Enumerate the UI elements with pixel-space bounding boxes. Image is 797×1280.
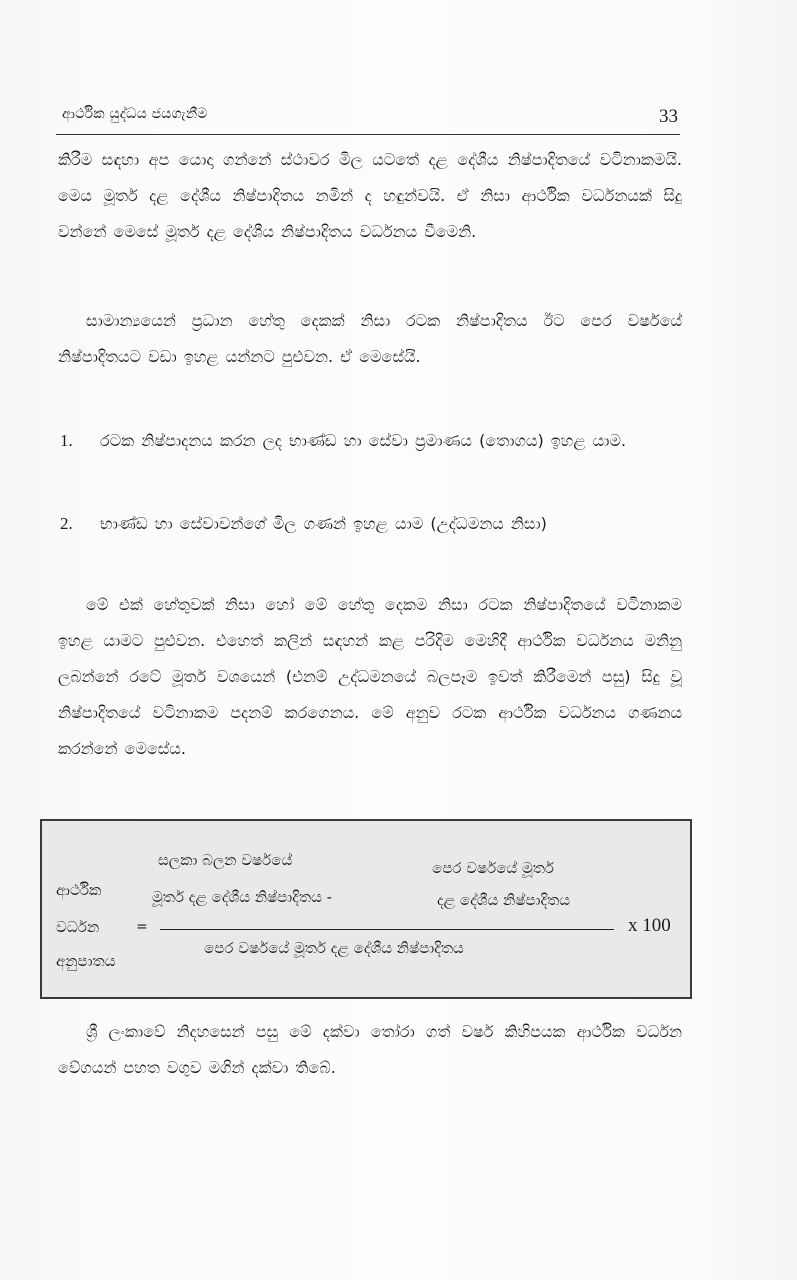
- numerator-current-year-line: සලකා බලන වර්ෂයේ: [158, 851, 293, 869]
- formula-lhs-line: අනුපාතය: [56, 952, 116, 970]
- paragraph-4: ශ්‍රී ලංකාවේ නිදහසෙන් පසු මේ දක්වා තෝරා ගත් වර්ෂ කිහිපයක ආර්ථික වර්ධන වේගයන් පහත වගුව මගින් දක්වා තිබේ.: [58, 1022, 682, 1077]
- list-item-number: 2.: [60, 514, 73, 533]
- paragraph-1: කිරීම සඳහා අප යොදා ගන්නේ ස්ථාවර මිල යටතේ දළ දේශීය නිෂ්පාදිතයේ වටිනාකමයි. මෙය මූර්ත දළ දේශීය නිෂ්පාදිතය නමින් ද හඳුන්වයි. ඒ නිසා ආර්ථික වර්ධනයක් සිදු වන්නේ මෙසේ මූර්ත දළ දේශීය නිෂ්පාදිතය වර්ධනය වීමෙනි.: [58, 150, 682, 241]
- page-header: [56, 104, 680, 135]
- formula-lhs-line: වර්ධන: [56, 918, 100, 936]
- list-item-text: රටක නිෂ්පාදනය කරන ලද භාණ්ඩ හා සේවා ප්‍රමාණය (තොගය) ඉහළ යාම.: [100, 431, 627, 450]
- page-number: 33: [659, 106, 678, 127]
- list-item-number: 1.: [60, 431, 73, 450]
- formula-equals-sign: =: [136, 919, 148, 935]
- formula-lhs-line: ආර්ථික: [56, 881, 102, 899]
- fraction-bar: [160, 929, 614, 930]
- formula-multiplier: x 100: [628, 915, 671, 936]
- running-head: ආර්ථික යුද්ධය ජයගැනීම: [62, 106, 208, 122]
- paragraph-3: මේ එක් හේතුවක් නිසා හෝ මේ හේතු දෙකම නිසා රටක නිෂ්පාදිතයේ වටිනාකම ඉහළ යාමට පුළුවන. එහෙත් කලින් සඳහන් කළ පරිදිම මෙහිදී ආර්ථික වර්ධනය මනිනු ලබන්නේ රටේ මූර්ත වශයෙන් (එනම් උද්ධමනයේ බලපෑම ඉවත් කිරීමෙන් පසු) සිදු වූ නිෂ්පාදිතයේ වටිනාකම පදනම් කරගෙනය. මේ අනුව රටක ආර්ථික වර්ධනය ගණනය කරන්නේ මෙසේය.: [58, 595, 682, 758]
- paragraph-2: සාමාන්‍යයෙන් ප්‍රධාන හේතු දෙකක් නිසා රටක නිෂ්පාදිතය ඊට පෙර වර්ෂයේ නිෂ්පාදිතයට වඩා ඉහළ යන්නට පුළුවන. ඒ මෙසේයි.: [58, 311, 682, 366]
- numerator-current-year-line: මූර්ත දළ දේශීය නිෂ්පාදිතය -: [152, 888, 333, 906]
- denominator: පෙර වර්ෂයේ මූර්ත දළ දේශීය නිෂ්පාදිතය: [204, 939, 464, 957]
- growth-rate-formula-box: [40, 819, 692, 999]
- numerator-previous-year-line: පෙර වර්ෂයේ මූර්ත: [432, 859, 554, 877]
- numerator-previous-year-line: දළ දේශීය නිෂ්පාදිතය: [437, 891, 571, 909]
- list-item-text: භාණ්ඩ හා සේවාවන්ගේ මිල ගණන් ඉහළ යාම (උද්ධමනය නිසා): [100, 514, 547, 533]
